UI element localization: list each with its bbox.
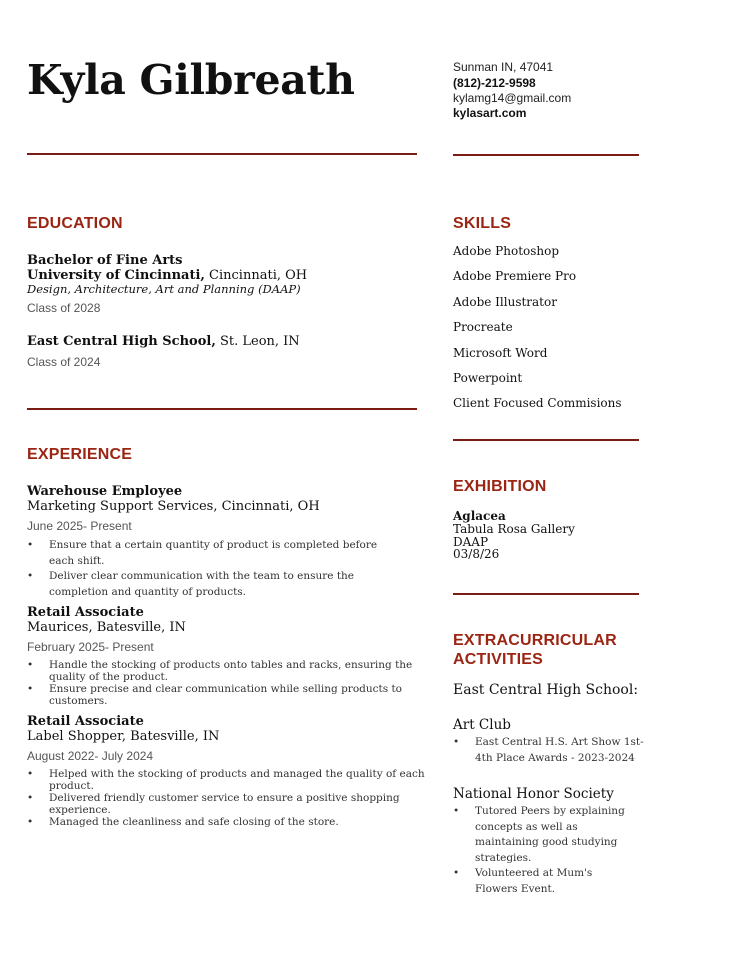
job-dates: February 2025- Present — [27, 640, 154, 654]
job-dates: August 2022- July 2024 — [27, 749, 154, 763]
skill-item: Adobe Photoshop — [453, 244, 560, 258]
job-title: Warehouse Employee — [27, 484, 183, 499]
extracurricular-heading — [453, 631, 617, 669]
job-title: Retail Associate — [27, 605, 144, 620]
activity-bullet: • Volunteered at Mum's Flowers Event. — [453, 866, 638, 897]
divider-exhibition — [453, 593, 639, 595]
job-bullets — [27, 659, 417, 707]
skill-item: Client Focused Commisions — [453, 396, 622, 410]
activity-bullets — [453, 735, 648, 766]
education-degree: Bachelor of Fine Arts — [27, 253, 183, 268]
job-bullet: • Delivered friendly customer service to ensure a positive shopping experience. — [27, 792, 427, 816]
contact-phone: (812)-212-9598 — [453, 76, 536, 90]
skills-heading: SKILLS — [453, 215, 512, 232]
job-bullet: • Managed the cleanliness and safe closing of the store. — [27, 816, 427, 828]
job-bullet: • Handle the stocking of products onto tables and racks, ensuring the quality of the product. — [27, 659, 417, 683]
exhibition-date: 03/8/26 — [453, 547, 500, 561]
activity-bullets — [453, 804, 638, 897]
skill-item: Adobe Illustrator — [453, 295, 557, 309]
experience-heading: EXPERIENCE — [27, 446, 133, 463]
job-company: Marketing Support Services, Cincinnati, OH — [27, 499, 320, 514]
exhibition-title: Aglacea — [453, 509, 506, 523]
education-highschool-class-of: Class of 2024 — [27, 355, 101, 369]
candidate-name: Kyla Gilbreath — [27, 56, 355, 104]
education-program: Design, Architecture, Art and Planning (DAAP) — [27, 282, 301, 296]
skill-item: Adobe Premiere Pro — [453, 269, 577, 283]
activity-name: Art Club — [453, 717, 511, 733]
education-class-of: Class of 2028 — [27, 301, 101, 315]
job-bullet: • Deliver clear communication with the team to ensure the completion and quantity of products. — [27, 569, 402, 600]
skill-item: Procreate — [453, 320, 513, 334]
exhibition-heading: EXHIBITION — [453, 478, 547, 495]
extracurricular-school: East Central High School: — [453, 682, 639, 698]
job-company: Maurices, Batesville, IN — [27, 620, 186, 635]
divider-header-right — [453, 154, 639, 156]
education-highschool — [27, 334, 300, 349]
education-highschool-place: St. Leon, IN — [215, 334, 300, 349]
job-bullets — [27, 538, 402, 600]
education-heading: EDUCATION — [27, 215, 123, 232]
skill-item: Microsoft Word — [453, 346, 548, 360]
contact-location: Sunman IN, 47041 — [453, 60, 554, 74]
job-bullet: • Helped with the stocking of products and managed the quality of each product. — [27, 768, 427, 792]
job-bullets — [27, 768, 427, 828]
activity-name: National Honor Society — [453, 786, 614, 802]
job-dates: June 2025- Present — [27, 519, 132, 533]
activity-bullet: • Tutored Peers by explaining concepts as well as maintaining good studying strategies. — [453, 804, 638, 866]
activity-bullet: • East Central H.S. Art Show 1st-4th Place Awards - 2023-2024 — [453, 735, 648, 766]
exhibition-org: DAAP — [453, 535, 489, 549]
education-university-place: Cincinnati, OH — [204, 268, 308, 283]
job-company: Label Shopper, Batesville, IN — [27, 729, 220, 744]
job-bullet: • Ensure precise and clear communication while selling products to customers. — [27, 683, 417, 707]
divider-header-left — [27, 153, 417, 155]
exhibition-venue: Tabula Rosa Gallery — [453, 522, 575, 536]
education-university-name: University of Cincinnati, — [27, 268, 205, 283]
divider-skills — [453, 439, 639, 441]
contact-website[interactable]: kylasart.com — [453, 106, 527, 120]
extracurricular-heading-line1: EXTRACURRICULAR — [453, 632, 617, 649]
divider-education — [27, 408, 417, 410]
education-university — [27, 268, 307, 283]
education-highschool-name: East Central High School, — [27, 334, 216, 349]
contact-email[interactable]: kylamg14@gmail.com — [453, 91, 572, 105]
job-bullet: • Ensure that a certain quantity of product is completed before each shift. — [27, 538, 402, 569]
job-title: Retail Associate — [27, 714, 144, 729]
skill-item: Powerpoint — [453, 371, 523, 385]
extracurricular-heading-line2: ACTIVITIES — [453, 651, 544, 668]
